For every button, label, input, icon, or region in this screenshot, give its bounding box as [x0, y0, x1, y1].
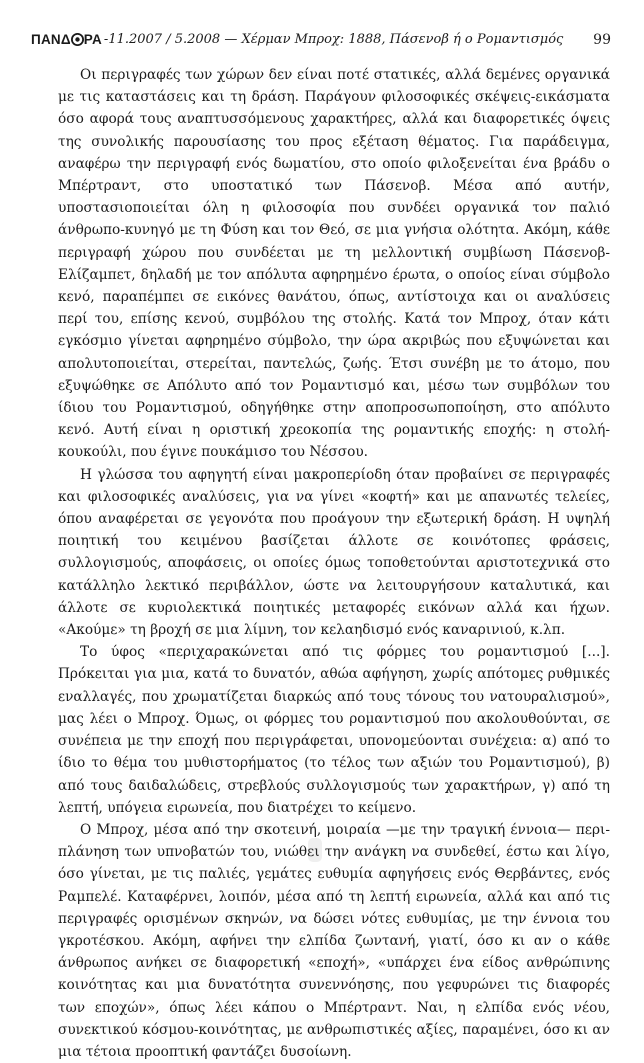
page-number: 99 [593, 32, 611, 48]
page-header [31, 28, 611, 52]
scan-smudge [308, 838, 322, 862]
paragraph: Η γλώσσα του αφηγητή είναι μακροπερίοδη όταν προβαίνει σε περιγραφές και φιλοσοφικές αναλύσεις, για να γίνει «κοφτή» και με απανωτές τελείες, όπου αναφέρεται σε γεγονότα που προάγουν την εξωτερική δράση. Η υψηλή ποιητική του κειμένου βασίζεται άλλοτε σε κοινότοπες φράσεις, συλλογισμούς, αποφάσεις, οι οποίες όμως τοποθετούνται αριστοτεχνικά στο κατάλληλο λεκτικό περιβάλλον, ώστε να λειτουργήσουν καταλυτικά, και άλλοτε σε κυριολεκτικά ποιητικές μεταφορές εικόνων αλλά και ήχων. «Ακούμε» τη βροχή σε μια λίμνη, τον κελαηδισμό ενός καναρινιού, κ.λπ. [58, 466, 610, 639]
logo-mark-icon [71, 33, 84, 46]
running-head: -11.2007 / 5.2008 — Χέρμαν Μπροχ: 1888, Πάσενοβ ή ο Ρομαντισμός [103, 32, 564, 47]
paragraph: Οι περιγραφές των χώρων δεν είναι ποτέ στατικές, αλλά δεμένες οργανικά με τις καταστάσεις και τη δράση. Παράγουν φιλοσοφικές σκέψεις-εικάσματα όσο αφορά τους αναπτυσσόμενους χαρακτήρες, αλλά και διαφορετικές όψεις της συνολικής παρουσίασης του προς εξέταση θέματος. Για παράδειγμα, αναφέρω την περιγραφή ενός δωματίου, στο οποίο φιλοξενείται ένα βράδυ ο Μπέρτραντ, στο υποστατικό των Πάσενοβ. Μέσα από αυτήν, υποστασιοποιείται όλη η φιλοσοφία που συνδέει οργανικά τον παλιό άνθρωπο-κυνηγό με τη Φύση και τον Θεό, σε μια γνήσια ολότητα. Ακόμη, κάθε περιγραφή χώρου που συνδέεται με τη μελλοντική συμβίωση Πάσενοβ-Ελίζαμπετ, δηλαδή με τον απόλυτα αφηρημένο έρωτα, ο οποίος είναι σύμβολο κενό, παραπέμπει σε εικόνες θανάτου, όπως, αντίστοιχα και οι αναλύσεις περί του, επίσης κενού, συμβόλου της στολής. Κατά τον Μπροχ, όταν κάτι εγκόσμιο γίνεται αφηρημένο σύμβολο, την ώρα ακριβώς που εξυψώνεται και απολυτοποιείται, στερείται, παντελώς, ζωής. Έτσι συνέβη με το άτομο, που εξυψώθηκε σε Απόλυτο από τον Ρομαντισμό και, μέσω των συμβόλων του ίδιου του Ρομαντισμού, οδηγήθηκε στην αποπροσωποποίηση, στο απόλυτο κενό. Αυτή είναι η οριστική χρεοκοπία της ρομαντικής εποχής: η στολή-κουκούλι, που έγινε πουκάμισο του Νέσσου. [58, 67, 610, 461]
paragraph: Το ύφος «περιχαρακώνεται από τις φόρμες του ρομαντισμού [...]. Πρόκειται για μια, κατά το δυνατόν, αθώα αφήγηση, χωρίς απότομες ρυθμικές εναλλαγές, που χρωματίζεται διαρκώς από τους τόνους του νατουραλισμού», μας λέει ο Μπροχ. Όμως, οι φόρμες του ρομαντισμού που ακολουθούνται, σε συνέπεια με την εποχή που περιγράφεται, υπονομεύονται συνέχεια: α) από το ίδιο το θέμα του μυθιστορήματος (το τέλος των αξιών του Ρομαντισμού), β) από τους δαιδαλώδεις, στρεβλούς συλλογισμούς των χαρακτήρων, γ) από τη λεπτή, υπόγεια ειρωνεία, που διατρέχει το κείμενο. [58, 644, 610, 816]
journal-logo [31, 28, 102, 52]
logo-text-right: ΡΑ [83, 32, 102, 47]
logo-text-left: ΠΑΝΔ [31, 32, 71, 47]
article-body [58, 64, 610, 1063]
paragraph: Ο Μπροχ, μέσα από την σκοτεινή, μοιραία —με την τραγική έννοια— περιπλάνηση των υπνοβατών του, νιώθει την ανάγκη να συνδεθεί, έστω και λίγο, όσο γίνεται, με τις παλιές, γεμάτες ευθυμία αφηγήσεις ενός Θερβάντες, ενός Ραμπελέ. Καταφέρνει, λοιπόν, μέσα από τη λεπτή ειρωνεία, αλλά και από τις περιγραφές ορισμένων σκηνών, να δώσει νότες ευθυμίας, με την έννοια του γκροτέσκου. Ακόμη, αφήνει την ελπίδα ζωντανή, γιατί, όσο κι αν ο κάθε άνθρωπος ανήκει σε διαφορετική «εποχή», «υπάρχει ένα είδος ανθρώπινης κοινότητας και μια δυνατότητα συνεννόησης, που γεφυρώνει τις διαφορές των εποχών», όπως λέει κάπου ο Μπέρτραντ. Ναι, η ελπίδα ενός νέου, συνεκτικού κόσμου-κοινότητας, με ανθρωπιστικές αξίες, παραμένει, όσο κι αν μια τέτοια προοπτική φαντάζει δυσοίωνη. [58, 821, 610, 1060]
